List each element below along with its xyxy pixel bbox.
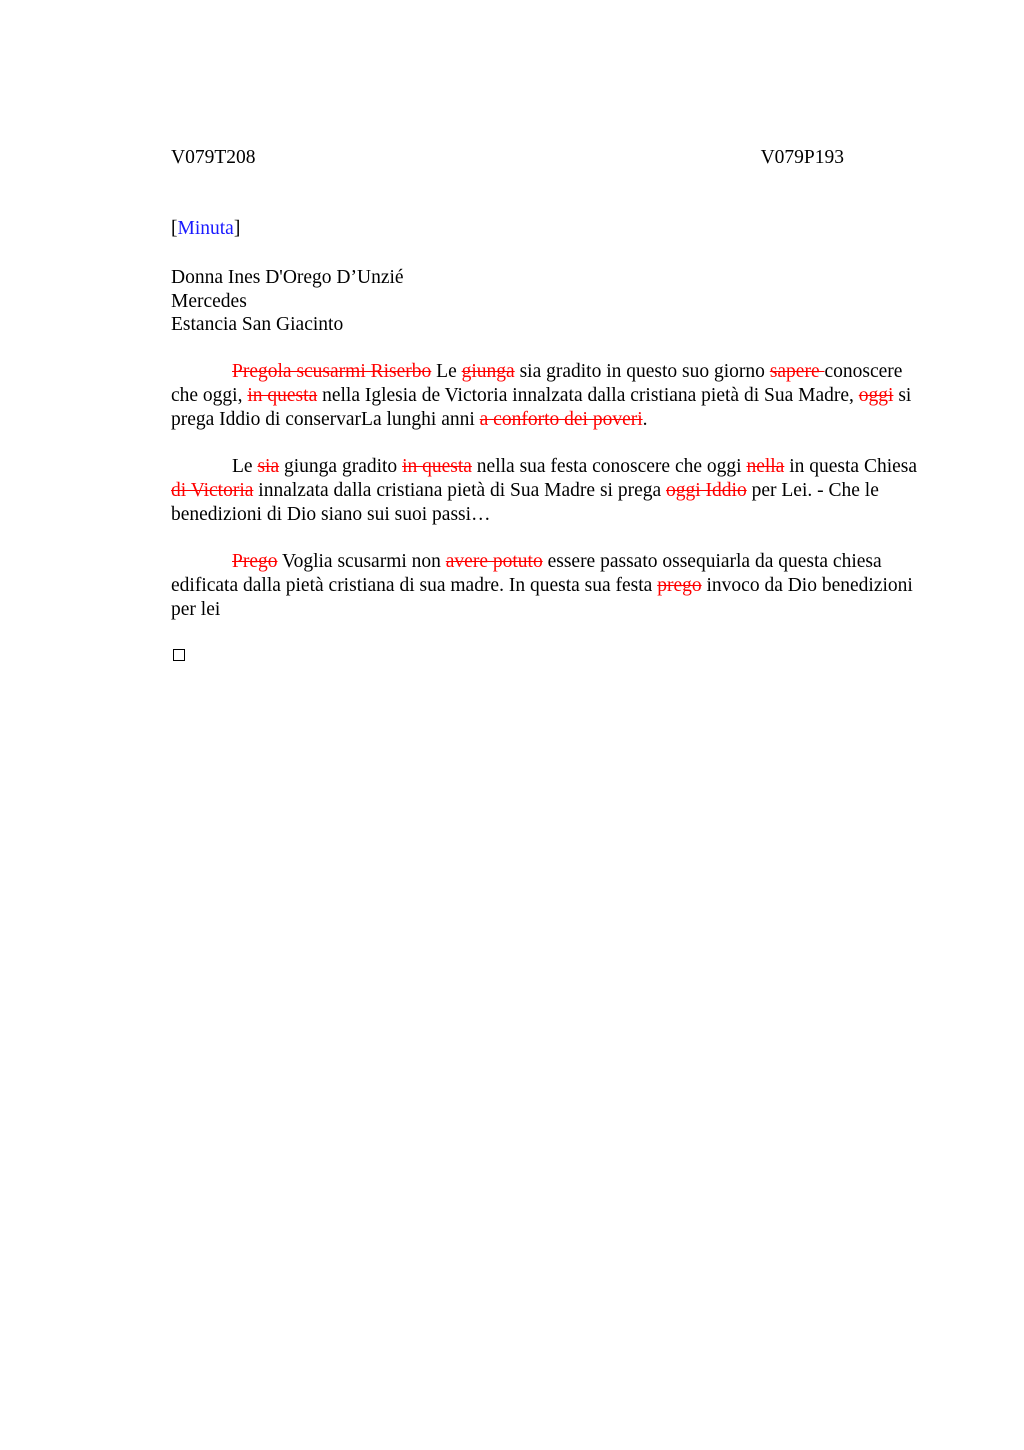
body-text: nella sua festa conoscere che oggi — [471, 456, 747, 477]
deleted-text: oggi — [858, 385, 894, 406]
draft-paragraph-3 — [171, 550, 926, 622]
address-line-estate: Estancia San Giacinto — [171, 314, 344, 335]
body-text: . — [642, 409, 648, 430]
body-text: nella Iglesia de Victoria innalzata dalla cristiana pietà di Sua Madre, — [317, 385, 859, 406]
deleted-text: prego — [657, 575, 702, 596]
recipient-address — [171, 266, 404, 337]
deleted-text: sia — [257, 456, 280, 477]
checkbox-icon — [173, 649, 185, 661]
body-text: giunga gradito — [279, 456, 403, 477]
document-reference-right: V079P193 — [760, 147, 844, 168]
body-text: innalzata dalla cristiana pietà di Sua Madre si prega — [253, 480, 667, 501]
address-line-city: Mercedes — [171, 290, 247, 312]
draft-paragraph-1 — [171, 360, 926, 432]
editorial-note — [171, 217, 240, 241]
body-text: Voglia scusarmi non — [277, 551, 446, 572]
body-text: Le — [431, 361, 462, 382]
note-close-bracket: ] — [233, 218, 241, 239]
note-label: Minuta — [177, 218, 234, 239]
body-text: conoscere che oggi, — [171, 361, 903, 406]
deleted-text: sapere — [769, 361, 825, 382]
body-text: essere passato ossequiarla da questa chiesa edificata dalla pietà cristiana di sua madre. In questa sua festa — [171, 551, 882, 596]
deleted-text: in questa — [247, 385, 318, 406]
deleted-text: a conforto dei poveri — [479, 409, 643, 430]
reference-header — [171, 146, 844, 170]
draft-paragraph-2 — [171, 455, 926, 527]
deleted-text: giunga — [461, 361, 515, 382]
body-text: si prega Iddio di conservarLa lunghi anni — [171, 385, 912, 430]
deleted-text: oggi Iddio — [666, 480, 747, 501]
body-text: invoco da Dio benedizioni per lei — [171, 575, 913, 620]
body-text: in questa Chiesa — [784, 456, 918, 477]
note-open-bracket: [ — [171, 218, 178, 239]
deleted-text: Prego — [232, 551, 278, 572]
deleted-text: in questa — [402, 456, 472, 477]
body-text: sia gradito in questo suo giorno — [514, 361, 770, 382]
deleted-text: avere potuto — [445, 551, 543, 572]
address-line-name: Donna Ines D'Orego D’Unzié — [171, 267, 404, 288]
deleted-text: nella — [746, 456, 785, 477]
document-reference-left: V079T208 — [171, 147, 256, 168]
deleted-text: Pregola scusarmi Riserbo — [232, 361, 432, 382]
body-text: per Lei. - Che le benedizioni di Dio siano sui suoi passi… — [171, 480, 879, 525]
body-text: Le — [232, 456, 258, 477]
deleted-text: di Victoria — [171, 480, 254, 501]
